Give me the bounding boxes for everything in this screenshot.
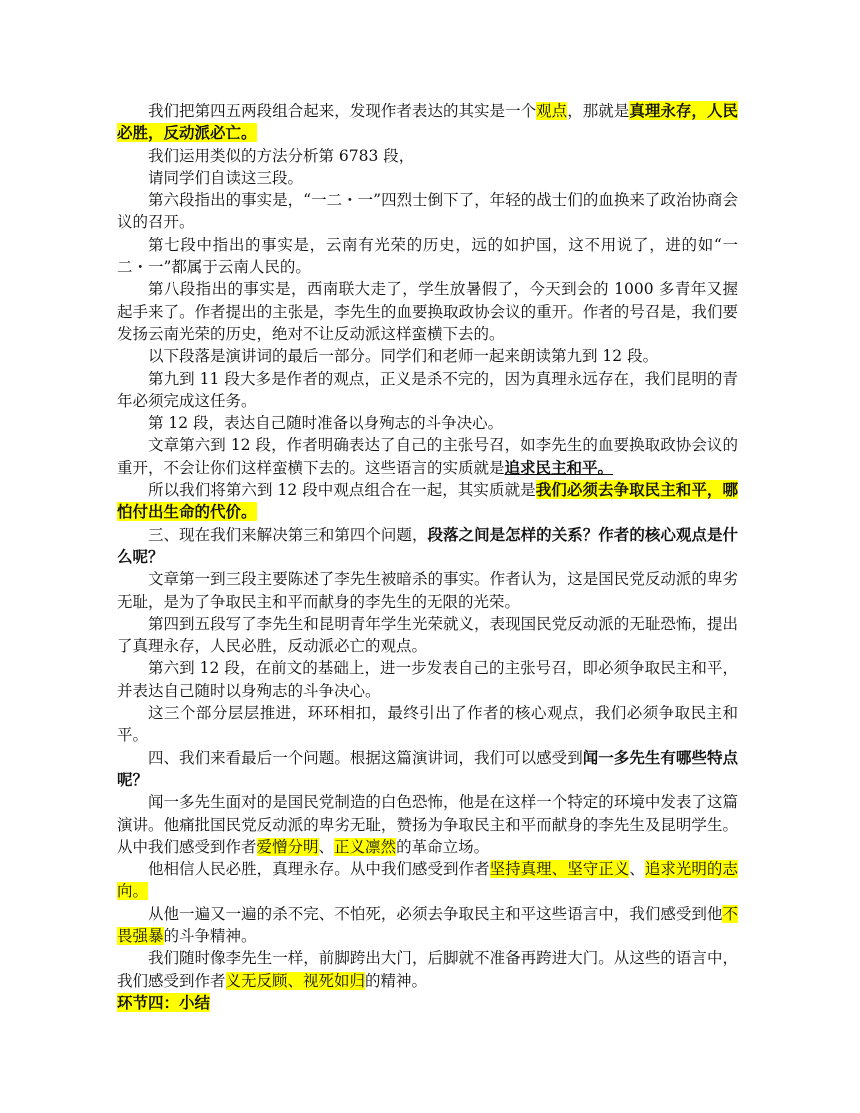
paragraph <box>117 613 738 658</box>
text-run: 四、我们来看最后一个问题。根据这篇演讲词，我们可以感受到 <box>148 748 583 767</box>
text-run: 的斗争精神。 <box>163 926 257 945</box>
paragraph <box>117 345 738 367</box>
paragraph <box>117 278 738 345</box>
text-run: 请同学们自读这三段。 <box>148 168 304 187</box>
paragraph <box>117 992 738 1014</box>
text-run: 的精神。 <box>365 971 428 990</box>
highlighted-text: 正义凛然 <box>334 837 397 856</box>
document-body <box>117 100 738 1014</box>
paragraph <box>117 100 738 145</box>
highlighted-text: 追求光明的志向。 <box>117 860 738 901</box>
paragraph <box>117 947 738 992</box>
text-run: 第六段指出的事实是，“一二・一”四烈士倒下了，年轻的战士们的血换来了政治协商会议的召开。 <box>117 191 738 232</box>
text-run: 第八段指出的事实是，西南联大走了，学生放暑假了，今天到会的 1000 多青年又握起手来了。作者提出的主张是，李先生的血要换取政协会议的重开。作者的号召是，我们要发扬云南光荣的历史，绝对不让反动派这样蛮横下去的。 <box>117 280 738 343</box>
bold-text: 段落之间是怎样的关系？作者的核心观点是什么呢？ <box>117 524 738 566</box>
highlighted-text: 义无反顾、视死如归 <box>225 971 366 990</box>
highlighted-text: 真理永存，人民必胜，反动派必亡。 <box>117 101 738 143</box>
paragraph <box>117 368 738 413</box>
highlighted-text: 坚持真理、坚守正义 <box>489 860 630 879</box>
highlighted-text: 环节四：小结 <box>117 992 211 1012</box>
text-run: 、 <box>629 860 645 879</box>
paragraph <box>117 657 738 702</box>
text-run: 第四到五段写了李先生和昆明青年学生光荣就义，表现国民党反动派的无耻恐怖，提出了真理永存，人民必胜，反动派必亡的观点。 <box>117 614 738 656</box>
text-run: 、 <box>318 837 335 856</box>
bold-text: 闻一多先生有哪些特点呢？ <box>117 747 738 789</box>
paragraph <box>117 791 738 858</box>
text-run: 从他一遍又一遍的杀不完、不怕死，必须去争取民主和平这些语言中，我们感受到他 <box>148 904 723 923</box>
paragraph <box>117 412 738 434</box>
highlighted-text: 爱憎分明 <box>256 837 319 856</box>
paragraph <box>117 747 738 792</box>
text-run: 第 12 段，表达自己随时准备以身殉志的斗争决心。 <box>148 414 504 433</box>
text-run: 我们随时像李先生一样，前脚跨出大门，后脚就不准备再跨进大门。从这些的语言中，我们感受到作者 <box>117 949 738 990</box>
text-run: 文章第一到三段主要陈述了李先生被暗杀的事实。作者认为，这是国民党反动派的卑劣无耻，是为了争取民主和平而献身的李先生的无限的光荣。 <box>117 570 738 611</box>
paragraph <box>117 145 738 167</box>
text-run: 第六到 12 段，在前文的基础上，进一步发表自己的主张号召，即必须争取民主和平，并表达自己随时以身殉志的斗争决心。 <box>117 659 738 700</box>
paragraph <box>117 903 738 948</box>
paragraph <box>117 858 738 903</box>
text-run: 以下段落是演讲词的最后一部分。同学们和老师一起来朗读第九到 12 段。 <box>148 347 659 366</box>
paragraph <box>117 568 738 613</box>
bold-text: 追求民主和平。 <box>504 457 614 477</box>
paragraph <box>117 434 738 479</box>
highlighted-text: 我们必须去争取民主和平，哪怕付出生命的代价。 <box>117 480 738 522</box>
highlighted-text: 不畏强暴 <box>117 904 738 945</box>
paragraph <box>117 524 738 569</box>
text-run: 我们运用类似的方法分析第 6783 段， <box>148 146 415 165</box>
paragraph <box>117 189 738 234</box>
text-run: 所以我们将第六到 12 段中观点组合在一起，其实质就是 <box>148 481 536 500</box>
text-run: 他相信人民必胜，真理永存。从中我们感受到作者 <box>148 860 490 879</box>
text-run: 文章第六到 12 段，作者明确表达了自己的主张号召，如李先生的血要换取政协会议的重开，不会让你们这样蛮横下去的。这些语言的实质就是 <box>117 436 738 477</box>
text-run: ，那就是 <box>567 102 630 120</box>
text-run: 三、现在我们来解决第三和第四个问题， <box>148 525 428 544</box>
paragraph <box>117 702 738 747</box>
text-run: 第九到 11 段大多是作者的观点，正义是杀不完的，因为真理永远存在，我们昆明的青年必须完成这任务。 <box>117 369 738 410</box>
text-run: 闻一多先生面对的是国民党制造的白色恐怖，他是在这样一个特定的环境中发表了这篇演讲。他痛批国民党反动派的卑劣无耻，赞扬为争取民主和平而献身的李先生及昆明学生。从中我们感受到作者 <box>117 793 738 856</box>
text-run: 的革命立场。 <box>396 837 490 856</box>
paragraph <box>117 167 738 189</box>
highlighted-text: 观点 <box>536 102 568 120</box>
text-run: 这三个部分层层推进，环环相扣，最终引出了作者的核心观点，我们必须争取民主和平。 <box>117 704 738 745</box>
text-run: 我们把第四五两段组合起来，发现作者表达的其实是一个 <box>148 102 537 120</box>
paragraph <box>117 234 738 279</box>
paragraph <box>117 479 738 524</box>
text-run: 第七段中指出的事实是，云南有光荣的历史，远的如护国，这不用说了，进的如“一二・一”都属于云南人民的。 <box>117 235 738 277</box>
